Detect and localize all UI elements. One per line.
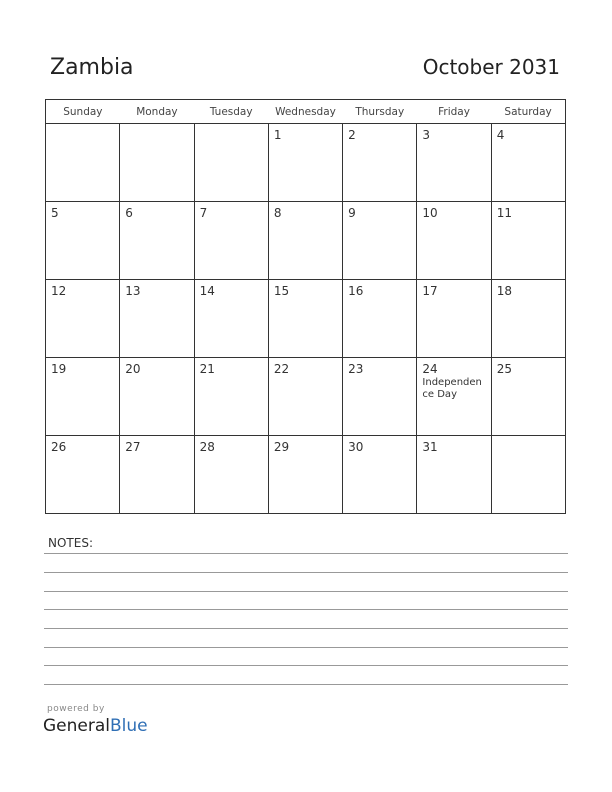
day-cell (491, 202, 565, 280)
day-cell (491, 358, 565, 436)
day-number: 11 (496, 206, 512, 220)
week-row (46, 436, 566, 514)
day-cell (194, 202, 268, 280)
notes-label: NOTES: (48, 536, 93, 550)
day-cell (343, 436, 417, 514)
weekday-header: Tuesday (194, 100, 268, 124)
weekday-header: Wednesday (268, 100, 342, 124)
day-number: 2 (348, 128, 356, 142)
brand-blue: Blue (110, 716, 148, 736)
day-cell (417, 436, 491, 514)
day-cell (491, 436, 565, 514)
day-number: 12 (51, 284, 67, 298)
day-number: 15 (273, 284, 290, 298)
day-cell (417, 124, 491, 202)
day-number: 19 (51, 362, 67, 376)
weekday-header: Saturday (491, 100, 565, 124)
brand-general: General (43, 716, 110, 736)
day-number: 6 (125, 206, 133, 220)
notes-line (44, 647, 568, 648)
day-number: 10 (422, 206, 438, 220)
day-number: 22 (273, 362, 290, 376)
day-number: 14 (199, 284, 215, 298)
day-cell (268, 124, 342, 202)
day-number: 25 (496, 362, 512, 376)
day-cell (268, 280, 342, 358)
day-cell (343, 202, 417, 280)
day-number: 9 (348, 206, 356, 220)
day-cell (120, 202, 194, 280)
notes-line (44, 591, 568, 592)
day-number: 17 (422, 284, 438, 298)
day-cell (417, 280, 491, 358)
weekday-header: Sunday (46, 100, 120, 124)
day-cell (194, 124, 268, 202)
notes-line (44, 609, 568, 610)
day-number: 3 (422, 128, 431, 142)
day-cell (417, 202, 491, 280)
day-number: 1 (273, 128, 282, 142)
day-cell (46, 280, 120, 358)
day-number: 5 (51, 206, 59, 220)
day-cell (268, 202, 342, 280)
country-title: Zambia (50, 55, 134, 80)
calendar-grid (45, 99, 566, 514)
week-row (46, 280, 566, 358)
day-number: 20 (125, 362, 141, 376)
day-cell (46, 358, 120, 436)
month-title: October 2031 (422, 55, 560, 79)
day-number: 7 (199, 206, 208, 220)
day-number: 26 (51, 440, 67, 454)
day-cell (417, 358, 491, 436)
weekday-header: Thursday (343, 100, 417, 124)
day-number: 4 (496, 128, 505, 142)
day-cell (268, 358, 342, 436)
day-cell (120, 280, 194, 358)
day-number: 18 (496, 284, 512, 298)
day-number: 29 (273, 440, 290, 454)
day-cell (343, 280, 417, 358)
day-cell (194, 436, 268, 514)
day-cell (46, 202, 120, 280)
holiday-label: Independence Day (422, 377, 482, 400)
weekday-header: Monday (120, 100, 194, 124)
day-cell (268, 436, 342, 514)
day-number: 16 (348, 284, 364, 298)
day-cell (343, 358, 417, 436)
day-cell (46, 436, 120, 514)
generalblue-logo (43, 716, 148, 736)
weekday-header: Friday (417, 100, 491, 124)
week-row (46, 202, 566, 280)
day-number: 24 (422, 362, 438, 376)
week-row (46, 124, 566, 202)
notes-line (44, 665, 568, 666)
day-number: 8 (273, 206, 282, 220)
day-cell (343, 124, 417, 202)
day-number: 30 (348, 440, 364, 454)
day-number: 21 (199, 362, 215, 376)
day-number: 28 (199, 440, 215, 454)
day-cell (194, 280, 268, 358)
day-cell (491, 280, 565, 358)
day-cell (194, 358, 268, 436)
day-cell (46, 124, 120, 202)
day-number: 27 (125, 440, 141, 454)
day-cell (120, 124, 194, 202)
week-row (46, 358, 566, 436)
notes-line (44, 572, 568, 573)
notes-line (44, 684, 568, 685)
day-cell (120, 436, 194, 514)
notes-line (44, 628, 568, 629)
powered-by-text: powered by (47, 704, 105, 714)
day-number: 31 (422, 440, 438, 454)
notes-line (44, 553, 568, 554)
day-number: 23 (348, 362, 364, 376)
day-cell (120, 358, 194, 436)
weekday-header-row (46, 100, 566, 124)
day-cell (491, 124, 565, 202)
day-number: 13 (125, 284, 141, 298)
